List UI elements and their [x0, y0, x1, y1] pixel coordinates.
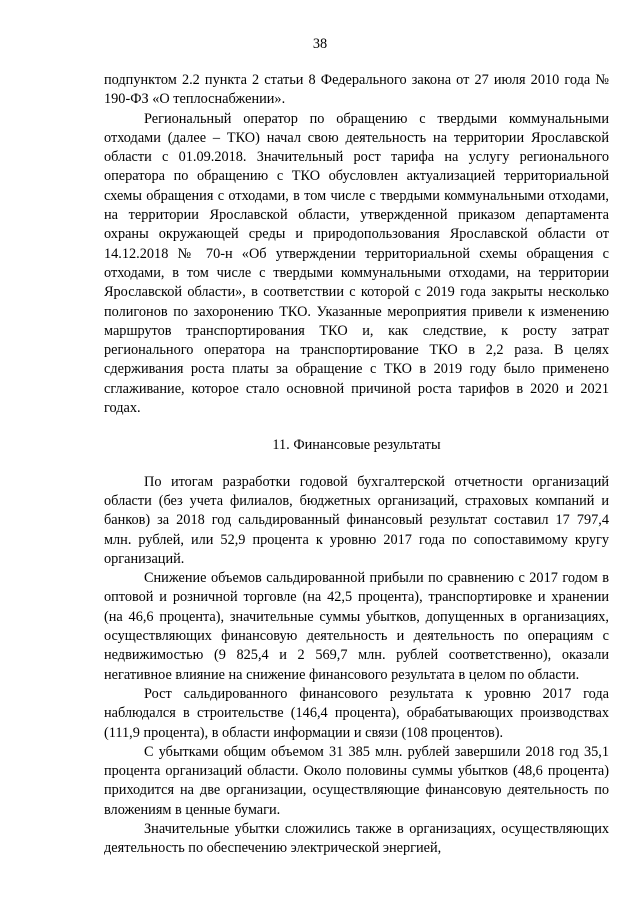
- section-heading: 11. Финансовые результаты: [272, 437, 441, 454]
- page-body: [104, 71, 609, 859]
- paragraph-regional-operator: Региональный оператор по обращению с твердыми коммунальными отходами (далее – ТКО) начал свою деятельность на территории Ярославской области с 01.09.2018. Значительный рост тарифа на услугу регионального оператора по обращению с ТКО обусловлен актуализацией территориальной схемы обращения с отходами, в том числе с твердыми коммунальными отходами, на территории Ярославской области, утвержденной приказом департамента охраны окружающей среды и природопользования Ярославской области от 14.12.2018 № 70-н «Об утверждении территориальной схемы обращения с отходами, в том числе с твердыми коммунальными отходами, на территории Ярославской области», в соответствии с которой с 2019 года закрыты несколько полигонов по захоронению ТКО. Указанные мероприятия привели к изменению маршрутов транспортирования ТКО и, как следствие, к росту затрат регионального оператора на транспортирование ТКО в 2,2 раза. В целях сдерживания роста платы за обращение с ТКО в 2019 году было применено сглаживание, которое стало основной причиной роста тарифов в 2020 и 2021 годах.: [104, 110, 609, 417]
- paragraph-significant-losses: Значительные убытки сложились также в организациях, осуществляющих деятельность по обеспечению электрической энергией,: [104, 820, 609, 857]
- paragraph-financial-result: По итогам разработки годовой бухгалтерской отчетности организаций области (без учета филиалов, бюджетных организаций, страховых компаний и банков) за 2018 год сальдированный финансовый результат составил 17 797,4 млн. рублей, или 52,9 процента к уровню 2017 года по сопоставимому кругу организаций.: [104, 473, 609, 567]
- paragraph-profit-decrease: Снижение объемов сальдированной прибыли по сравнению с 2017 годом в оптовой и розничной торговле (на 42,5 процента), транспортировке и хранении (на 46,6 процента), значительные суммы убытков, допущенных в организациях, осуществляющих финансовую деятельность и деятельность по операциям с недвижимостью (9 825,4 и 2 569,7 млн. рублей соответственно), оказали негативное влияние на снижение финансового результата в целом по области.: [104, 570, 609, 683]
- paragraph-continuation: подпунктом 2.2 пункта 2 статьи 8 Федерального закона от 27 июля 2010 года № 190-ФЗ «О теплоснабжении».: [104, 72, 609, 108]
- paragraph-result-growth: Рост сальдированного финансового результата к уровню 2017 года наблюдался в строительстве (146,4 процента), обрабатывающих производствах (111,9 процента), в области информации и связи (108 процентов).: [104, 685, 609, 741]
- page-number: 38: [312, 36, 328, 52]
- paragraph-losses: С убытками общим объемом 31 385 млн. рублей завершили 2018 год 35,1 процента организаций области. Около половины суммы убытков (48,6 процента) приходится на две организации, осуществляющие финансовую деятельность по вложениям в ценные бумаги.: [104, 743, 609, 818]
